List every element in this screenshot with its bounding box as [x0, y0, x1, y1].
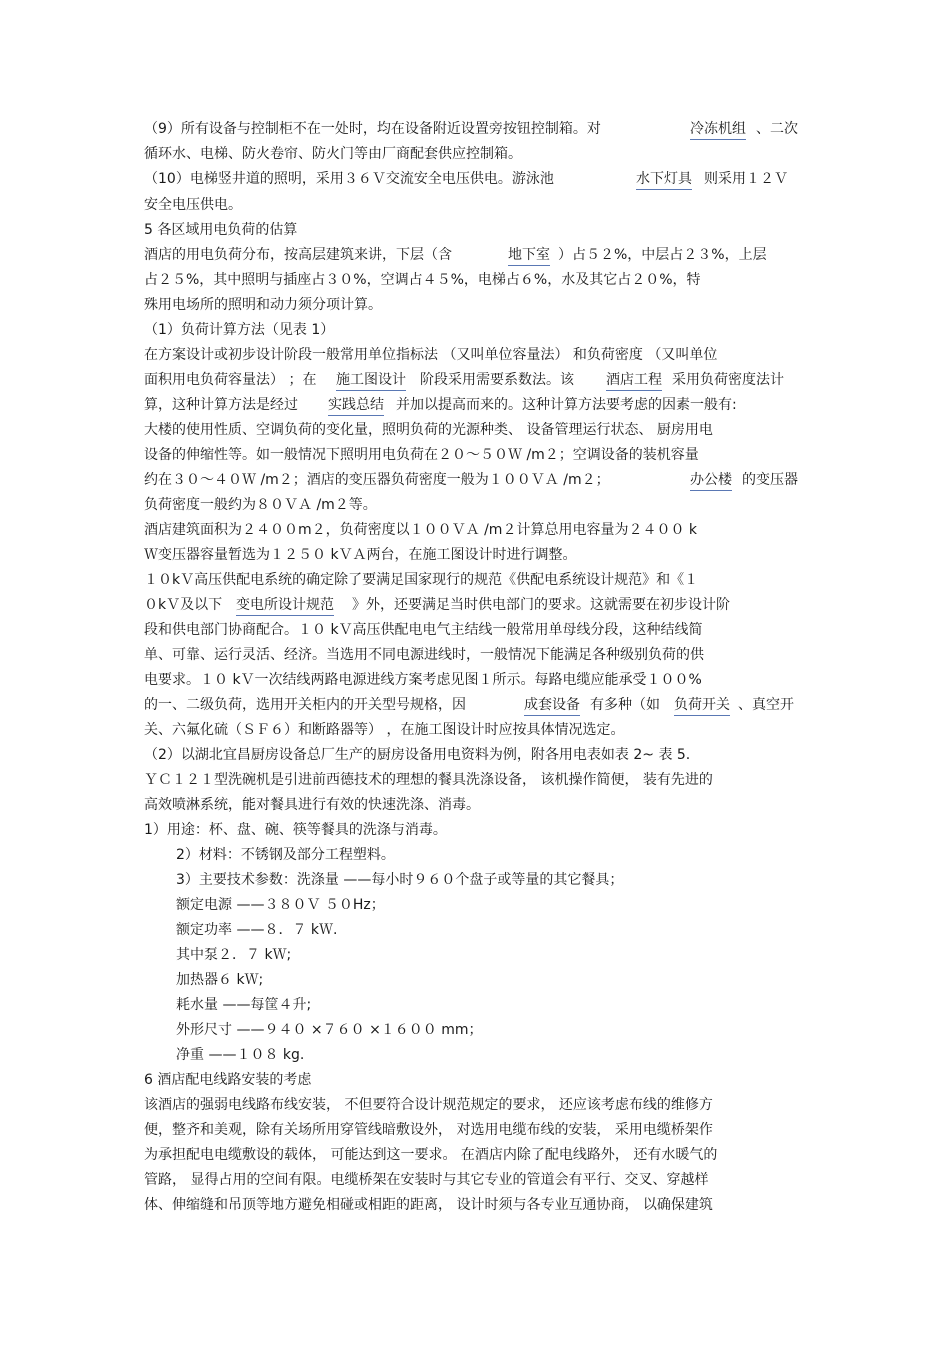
text-line: 负荷密度一般约为８０ＶＡ /m２等。	[144, 497, 377, 513]
text-line: （1）负荷计算方法（见表 1）	[144, 322, 335, 338]
text-line: 安全电压供电。	[144, 197, 242, 213]
keyword-link[interactable]: 负荷开关	[674, 696, 730, 716]
text-line: 段和供电部门协商配合。１０ kＶ高压供配电电气主结线一般常用单母线分段，这种结线简	[144, 622, 703, 638]
text-line: （9）所有设备与控制柜不在一处时，均在设备附近设置旁按钮控制箱。对	[144, 121, 601, 137]
list-item: 2）材料：不锈钢及部分工程塑料。	[176, 847, 395, 863]
text-line: ＹＣ１２１型洗碗机是引进前西德技术的理想的餐具洗涤设备， 该机操作简便， 装有先进的	[144, 772, 713, 788]
keyword-link[interactable]: 实践总结	[328, 396, 384, 416]
text-line: 面积用电负荷容量法） ；在	[144, 372, 317, 388]
text-line: 约在３０～４０Ｗ /m２；酒店的变压器负荷密度一般为１００ＶＡ /m２；	[144, 472, 610, 488]
text-line: 电要求。１０ kＶ一次结线两路电源进线方案考虑见图１所示。每路电缆应能承受１００%	[144, 672, 702, 688]
spec-item: 外形尺寸 ——９４０ ×７６０ ×１６００ mm；	[176, 1022, 483, 1038]
keyword-link[interactable]: 办公楼	[690, 471, 732, 491]
spec-item: 其中泵２．７ kＷ;	[176, 947, 292, 963]
text-line: 大楼的使用性质、空调负荷的变化量，照明负荷的光源种类、 设备管理运行状态、 厨房用电	[144, 422, 713, 438]
section-heading: 5 各区域用电负荷的估算	[144, 222, 298, 238]
text-line: ０kＶ及以下	[144, 597, 223, 613]
text-line: 单、可靠、运行灵活、经济。当选用不同电源进线时，一般情况下能满足各种级别负荷的供	[144, 647, 704, 663]
text-line: 循环水、电梯、防火卷帘、防火门等由厂商配套供应控制箱。	[144, 146, 522, 162]
text-fragment: 》外，还要满足当时供电部门的要求。这就需要在初步设计阶	[352, 597, 730, 613]
text-line: 酒店建筑面积为２４００m２，负荷密度以１００ＶＡ /m２计算总用电容量为２４００ k	[144, 522, 697, 538]
spec-item: 净重 ——１０８ kg.	[176, 1047, 305, 1063]
text-line: 管路， 显得占用的空间有限。电缆桥架在安装时与其它专业的管道会有平行、交叉、穿越样	[144, 1172, 709, 1188]
keyword-link[interactable]: 变电所设计规范	[236, 596, 334, 616]
text-line: Ｗ变压器容量暂选为１２５０ kＶＡ两台，在施工图设计时进行调整。	[144, 547, 577, 563]
text-line: 便，整齐和美观，除有关场所用穿管线暗敷设外， 对选用电缆布线的安装， 采用电缆桥架作	[144, 1122, 713, 1138]
text-fragment: 有多种（如	[590, 697, 660, 713]
section-heading: 6 酒店配电线路安装的考虑	[144, 1072, 312, 1088]
text-line: 在方案设计或初步设计阶段一般常用单位指标法 （又叫单位容量法） 和负荷密度 （又叫单位	[144, 347, 718, 363]
text-line: 为承担配电电缆敷设的载体， 可能达到这一要求。 在酒店内除了配电线路外， 还有水暖气的	[144, 1147, 718, 1163]
spec-item: 额定电源 ——３８０Ｖ ５０Hz；	[176, 897, 385, 913]
text-fragment: 的变压器	[742, 472, 798, 488]
text-fragment: 阶段采用需要系数法。该	[420, 372, 574, 388]
text-fragment: 则采用１２Ｖ	[704, 171, 788, 187]
text-fragment: ）占５２%，中层占２３%，上层	[558, 247, 767, 263]
text-line: （10）电梯竖井道的照明，采用３６Ｖ交流安全电压供电。游泳池	[144, 171, 554, 187]
list-item: 3）主要技术参数：洗涤量 ——每小时９６０个盘子或等量的其它餐具；	[176, 872, 624, 888]
spec-item: 耗水量 ——每筐４升;	[176, 997, 312, 1013]
text-line: 酒店的用电负荷分布，按高层建筑来讲，下层（含	[144, 247, 452, 263]
text-line: （2）以湖北宜昌厨房设备总厂生产的厨房设备用电资料为例，附各用电表如表 2~ 表 5.	[144, 747, 691, 763]
text-fragment: 、真空开	[738, 697, 794, 713]
keyword-link[interactable]: 地下室	[508, 246, 550, 266]
text-line: 的一、二级负荷，选用开关柜内的开关型号规格，因	[144, 697, 466, 713]
keyword-link[interactable]: 水下灯具	[636, 170, 692, 190]
text-fragment: 并加以提高而来的。这种计算方法要考虑的因素一般有:	[396, 397, 737, 413]
spec-item: 额定功率 ——８．７ kＷ.	[176, 922, 338, 938]
text-fragment: 、二次	[756, 121, 798, 137]
text-line: 体、伸缩缝和吊顶等地方避免相碰或相距的距离， 设计时须与各专业互通协商， 以确保建筑	[144, 1197, 713, 1213]
text-fragment: 采用负荷密度法计	[672, 372, 784, 388]
keyword-link[interactable]: 酒店工程	[606, 371, 662, 391]
keyword-link[interactable]: 冷冻机组	[690, 120, 746, 140]
keyword-link[interactable]: 成套设备	[524, 696, 580, 716]
text-line: 设备的伸缩性等。如一般情况下照明用电负荷在２０～５０Ｗ /m２；空调设备的装机容量	[144, 447, 699, 463]
text-line: 算，这种计算方法是经过	[144, 397, 298, 413]
spec-item: 加热器６ kＷ;	[176, 972, 264, 988]
text-line: 该酒店的强弱电线路布线安装， 不但要符合设计规范规定的要求， 还应该考虑布线的维修方	[144, 1097, 713, 1113]
text-line: 占２５%，其中照明与插座占３０%，空调占４５%，电梯占６%，水及其它占２０%，特	[144, 272, 701, 288]
text-line: 关、六氟化硫（ＳＦ６）和断路器等） ，在施工图设计时应按具体情况选定。	[144, 722, 625, 738]
text-line: 高效喷淋系统，能对餐具进行有效的快速洗涤、消毒。	[144, 797, 480, 813]
text-line: １０kＶ高压供配电系统的确定除了要满足国家现行的规范《供配电系统设计规范》和《１	[144, 572, 699, 588]
text-line: 殊用电场所的照明和动力须分项计算。	[144, 297, 382, 313]
list-item: 1）用途：杯、盘、碗、筷等餐具的洗涤与消毒。	[144, 822, 447, 838]
keyword-link[interactable]: 施工图设计	[336, 371, 406, 391]
